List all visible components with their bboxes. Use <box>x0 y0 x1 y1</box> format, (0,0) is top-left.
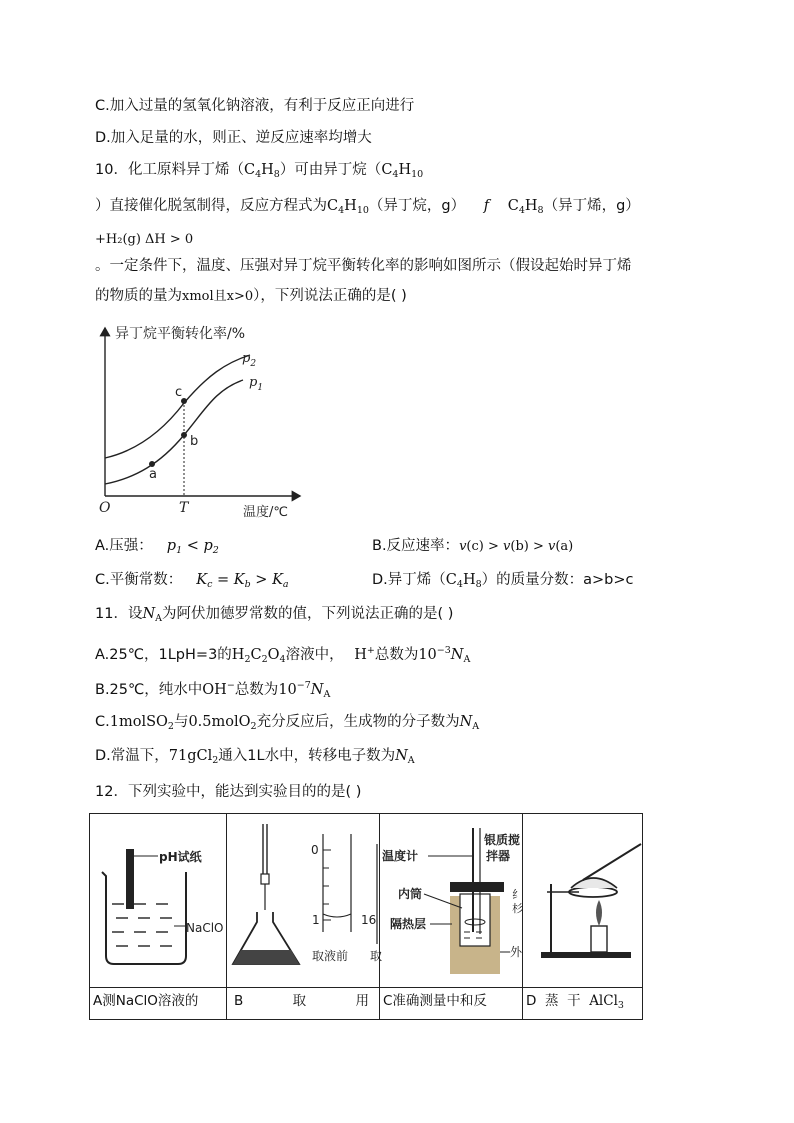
y-axis-label: 异丁烷平衡转化率/% <box>115 326 246 342</box>
svg-text:取: 取 <box>370 949 383 963</box>
svg-text:纟: 纟 <box>512 888 523 901</box>
svg-text:外: 外 <box>510 945 523 959</box>
svg-text:温度计: 温度计 <box>382 849 419 863</box>
q10-line-2: ）直接催化脱氢制得，反应方程式为$C_4H_{10}$（异丁烷，g） f $C_4H_8$（异丁烯，g） <box>95 198 640 216</box>
svg-text:16: 16 <box>361 913 377 927</box>
fig-a-cell <box>90 814 227 988</box>
q10-option-c: C.平衡常数： $K_c = K_b > K_a$ <box>95 572 289 590</box>
series-p2-label: $p_2$ <box>242 351 257 369</box>
point-a-label: a <box>149 467 157 482</box>
q10-line-3: +H₂(g) ΔH > 0 <box>95 232 194 247</box>
fig-a-beaker <box>90 814 227 983</box>
caption-a: A测NaClO溶液的 <box>90 988 227 1020</box>
caption-b: B 取 用 <box>227 988 380 1020</box>
svg-text:杉: 杉 <box>512 902 523 915</box>
q10-line-1: 10．化工原料异丁烯$(C_4H_8)$可由异丁烷（$C_4H_{10}$ <box>95 162 424 180</box>
q11-option-d: D.常温下，71gCl$_2$通入1L水中，转移电子数为$N_A$ <box>95 748 415 766</box>
point-b-label: b <box>190 434 199 449</box>
x-axis-label: 温度/℃ <box>243 505 288 520</box>
q10-line-5: 的物质的量为xmol且x>0），下列说法正确的是( ) <box>95 288 407 304</box>
q10-option-b: B.反应速率：v(c) > v(b) > v(a) <box>372 538 574 554</box>
conversion-chart <box>95 318 310 528</box>
svg-text:银质搅: 银质搅 <box>484 833 521 847</box>
point-b <box>181 432 187 438</box>
q9-option-c: C.加入过量的氢氧化钠溶液，有利于反应正向进行 <box>95 98 415 114</box>
q10-option-a: A.压强： $p_1 < p_2$ <box>95 538 219 556</box>
svg-text:1: 1 <box>312 913 320 927</box>
q11-option-a: A.25℃，1LpH=3的$H_2C_2O_4$溶液中， H+总数为$10^{-3}N_A$ <box>95 645 471 665</box>
svg-text:pH试纸: pH试纸 <box>159 850 202 864</box>
point-c-label: c <box>175 385 183 400</box>
fig-c-cell <box>380 814 523 988</box>
ph-paper-strip <box>126 849 134 909</box>
svg-text:拌器: 拌器 <box>486 849 511 863</box>
svg-text:0: 0 <box>311 843 319 857</box>
svg-text:NaClO: NaClO <box>186 921 224 935</box>
q11-option-b: B.25℃，纯水中OH−总数为$10^{-7}N_A$ <box>95 680 331 700</box>
q10-option-d: D.异丁烯$(C_4H_8)$的质量分数：a>b>c <box>372 572 634 590</box>
q12-experiment-table <box>89 813 643 1020</box>
q12-stem: 12．下列实验中，能达到实验目的的是( ) <box>95 784 362 800</box>
series-p1-label: $p_1$ <box>249 375 264 393</box>
caption-d: D 蒸 干 AlCl$_3$ <box>523 988 643 1020</box>
origin-label: O <box>99 500 111 516</box>
fig-d-cell <box>523 814 643 988</box>
x-tick-t: T <box>179 500 189 516</box>
q11-option-c: C.1molSO$_2$与0.5molO$_2$充分反应后，生成物的分子数为$N_A$ <box>95 714 480 732</box>
caption-c: C准确测量中和反 <box>380 988 523 1020</box>
svg-text:取液前: 取液前 <box>312 949 349 963</box>
series-p1-line <box>105 380 243 484</box>
svg-text:内筒: 内筒 <box>398 887 423 901</box>
q11-stem: 11．设$N_A$为阿伏加德罗常数的值，下列说法正确的是( ) <box>95 606 454 624</box>
q10-line-4: 。一定条件下，温度、压强对异丁烷平衡转化率的影响如图所示（假设起始时异丁烯 <box>95 258 632 274</box>
q9-option-d: D.加入足量的水，则正、逆反应速率均增大 <box>95 130 372 146</box>
fig-b-cell <box>227 814 383 988</box>
fig-d-evaporation <box>523 814 643 983</box>
svg-text:隔热层: 隔热层 <box>390 917 427 931</box>
fig-c-calorimeter <box>380 814 523 983</box>
fig-b-flask-burette <box>227 814 383 983</box>
